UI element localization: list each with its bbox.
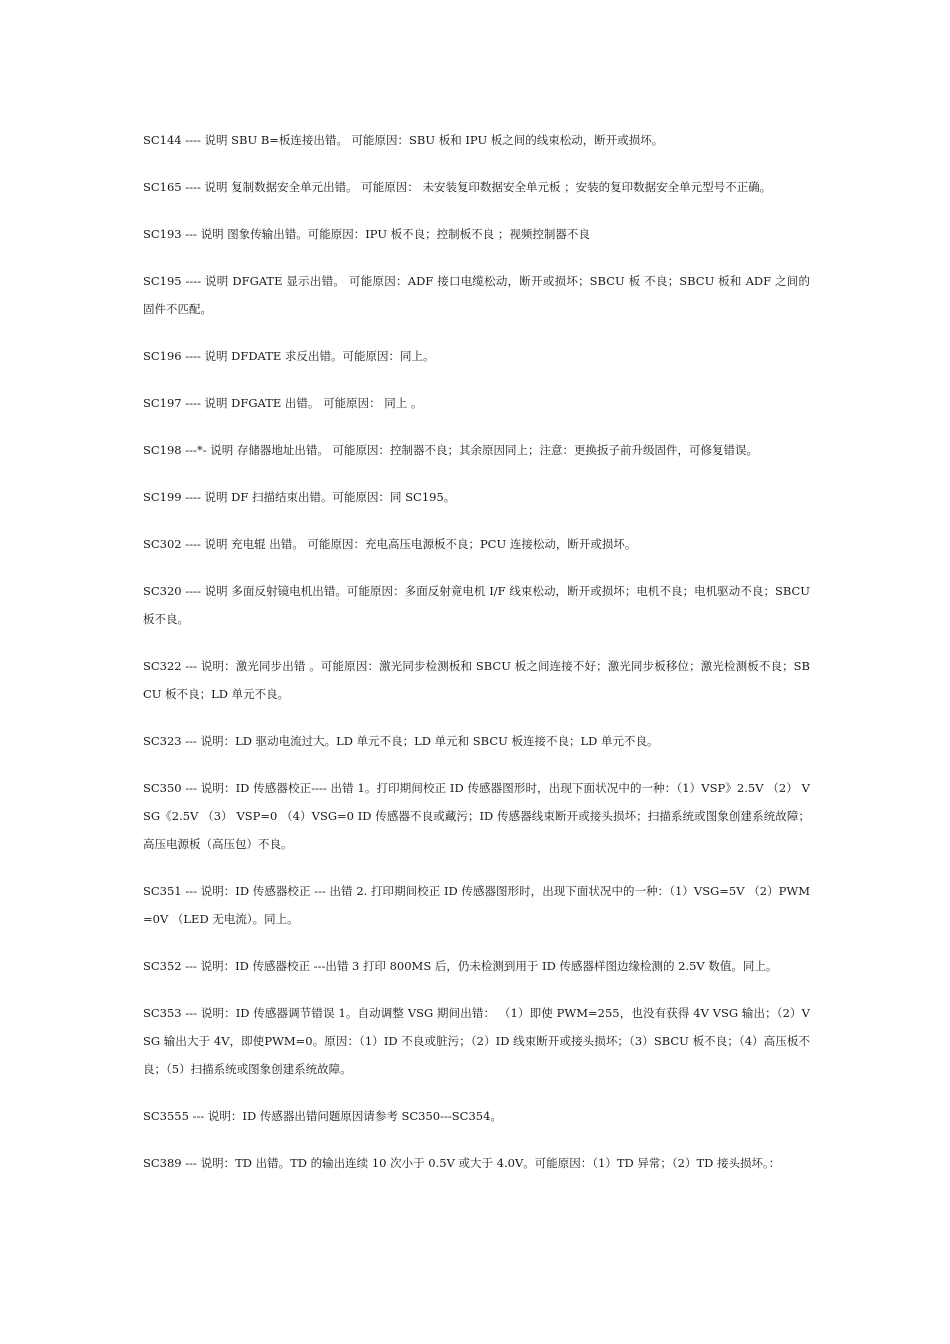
entry-sc389: SC389 --- 说明：TD 出错。TD 的输出连续 10 次小于 0.5V 或大于 4.0V。可能原因：（1）TD 异常；（2）TD 接头损坏。： (143, 1156, 781, 1170)
entry-sc144: SC144 ---- 说明 SBU B=板连接出错。 可能原因：SBU 板和 IPU 板之间的线束松动，断开或损坏。 (143, 133, 664, 147)
entry-sc3555: SC3555 --- 说明：ID 传感器出错问题原因请参考 SC350---SC354。 (143, 1109, 502, 1123)
entry-sc323: SC323 --- 说明：LD 驱动电流过大。LD 单元不良；LD 单元和 SBCU 板连接不良；LD 单元不良。 (143, 734, 659, 748)
entry-sc193: SC193 --- 说明 图象传输出错。可能原因：IPU 板不良；控制板不良 ；视频控制器不良 (143, 227, 590, 241)
entry-sc352: SC352 --- 说明：ID 传感器校正 ---出错 3 打印 800MS 后，仍未检测到用于 ID 传感器样图边缘检测的 2.5V 数值。同上。 (143, 959, 778, 973)
entry-sc353: SC353 --- 说明：ID 传感器调节错误 1。自动调整 VSG 期间出错： （1）即使 PWM=255，也没有获得 4V VSG 输出；（2）VSG 输出大于 4V，即使PWM=0。原因：（1）ID 不良或脏污；（2）ID 线束断开或接头损坏；（3）SBCU 板不良；（4）高压板不良；（5）扫描系统或图象创建系统故障。 (143, 1006, 810, 1076)
entry-sc197: SC197 ---- 说明 DFGATE 出错。 可能原因： 同上 。 (143, 396, 423, 410)
entry-sc320: SC320 ---- 说明 多面反射镜电机出错。可能原因：多面反射竟电机 I/F 线束松动，断开或损坏；电机不良；电机驱动不良；SBCU 板不良。 (143, 584, 810, 626)
entry-sc350: SC350 --- 说明：ID 传感器校正---- 出错 1。打印期间校正 ID 传感器图形时，出现下面状况中的一种：（1）VSP》2.5V （2） VSG《2.5V （3） VSP=0 （4）VSG=0 ID 传感器不良或藏污；ID 传感器线束断开或接头损坏；扫描系统或图象创建系统故障；高压电源板（高压包）不良。 (143, 781, 810, 851)
error-code-list (143, 126, 810, 1196)
entry-sc302: SC302 ---- 说明 充电辊 出错。 可能原因：充电高压电源板不良；PCU 连接松动，断开或损坏。 (143, 537, 637, 551)
entry-sc351: SC351 --- 说明：ID 传感器校正 --- 出错 2. 打印期间校正 ID 传感器图形时，出现下面状况中的一种：（1）VSG=5V （2）PWM=0V （LED 无电流）。同上。 (143, 884, 810, 926)
entry-sc198: SC198 ---*- 说明 存储器地址出错。 可能原因：控制器不良；其余原因同上；注意：更换扳子前升级固件，可修复错误。 (143, 443, 759, 457)
entry-sc199: SC199 ---- 说明 DF 扫描结束出错。可能原因：同 SC195。 (143, 490, 456, 504)
entry-sc165: SC165 ---- 说明 复制数据安全单元出错。 可能原因： 未安装复印数据安全单元板 ；安装的复印数据安全单元型号不正确。 (143, 180, 772, 194)
entry-sc195: SC195 ---- 说明 DFGATE 显示出错。 可能原因：ADF 接口电缆松动，断开或损坏；SBCU 板 不良；SBCU 板和 ADF 之间的固件不匹配。 (143, 274, 810, 316)
entry-sc322: SC322 --- 说明：激光同步出错 。可能原因：激光同步检测板和 SBCU 板之间连接不好；激光同步板移位；激光检测板不良；SBCU 板不良；LD 单元不良。 (143, 659, 810, 701)
entry-sc196: SC196 ---- 说明 DFDATE 求反出错。可能原因：同上。 (143, 349, 435, 363)
